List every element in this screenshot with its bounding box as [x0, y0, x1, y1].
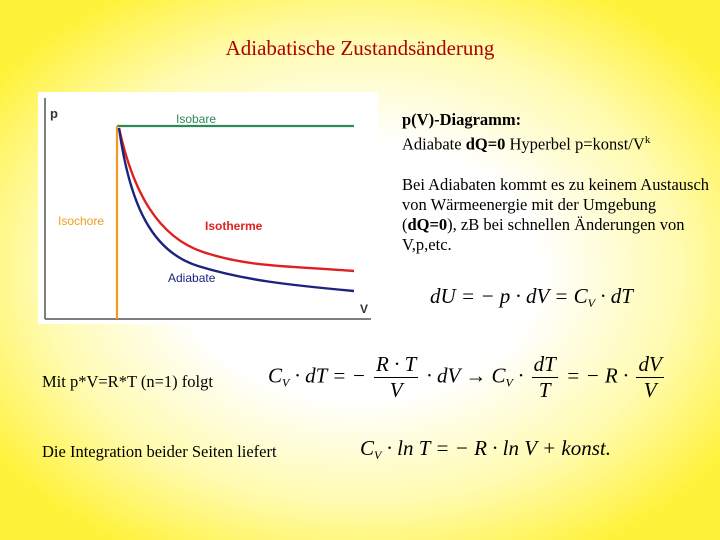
- line2-bold: dQ=0: [465, 134, 506, 154]
- f1-a: dU = − p · dV = C: [430, 284, 588, 308]
- info-paragraph: [402, 175, 714, 255]
- y-axis-label: p: [50, 106, 58, 121]
- f2-b: · dT = −: [294, 363, 366, 388]
- f2-c: · dV → C: [426, 363, 506, 388]
- f2-frac3-den: V: [636, 377, 663, 403]
- f2-frac1-num: R · T: [376, 352, 417, 376]
- info-line2: [402, 130, 714, 155]
- pv-diagram-svg: [38, 92, 378, 324]
- line2-suffix: Hyperbel p=konst/V: [509, 134, 645, 154]
- f1-b: · dT: [600, 284, 633, 308]
- f3-a: C: [360, 436, 375, 460]
- info-heading: p(V)-Diagramm:: [402, 110, 522, 129]
- f2-frac1-den: V: [374, 377, 418, 403]
- formula-integrated: [360, 436, 611, 463]
- f3-b: · ln T = − R · ln V + konst.: [386, 436, 611, 460]
- x-axis-label: V: [360, 302, 369, 316]
- f2-sub2: V: [505, 375, 513, 390]
- isotherme-label: Isotherme: [205, 219, 263, 233]
- f2-sub: V: [282, 375, 290, 390]
- f3-sub: V: [374, 448, 382, 462]
- isotherme-curve: [119, 128, 354, 271]
- isochore-label: Isochore: [58, 214, 105, 228]
- f2-frac3-num: dV: [638, 352, 662, 376]
- pv-diagram: [38, 92, 378, 324]
- paragraph-b: ), zB bei schnellen Änderungen von V,p,etc.: [402, 214, 685, 254]
- f2-a: C: [268, 363, 283, 388]
- f2-frac3: [636, 352, 663, 403]
- integration-label: Die Integration beider Seiten liefert: [42, 442, 277, 461]
- mit-label: Mit p*V=R*T (n=1) folgt: [42, 372, 213, 391]
- f2-frac2-den: T: [532, 377, 558, 403]
- formula-differential: [268, 352, 667, 403]
- f2-frac2-num: dT: [533, 352, 556, 376]
- isobare-label: Isobare: [176, 112, 217, 126]
- adiabate-curve: [119, 128, 354, 291]
- f2-frac2: [532, 352, 558, 403]
- line2-exp: k: [644, 134, 651, 146]
- f2-frac1: [374, 352, 418, 403]
- f1-sub: V: [587, 296, 595, 310]
- paragraph-bold: dQ=0: [407, 214, 448, 234]
- formula-energy: [430, 284, 633, 311]
- f2-e: = − R ·: [566, 363, 629, 388]
- info-text: [402, 110, 714, 255]
- f2-d: ·: [518, 363, 524, 388]
- adiabate-label: Adiabate: [168, 271, 216, 285]
- paragraph-a: Bei Adiabaten kommt es zu keinem Austausch von Wärmeenergie mit der Umgebung (: [402, 174, 710, 234]
- line2-prefix: Adiabate: [402, 134, 462, 154]
- slide-title: Adiabatische Zustandsänderung: [225, 36, 495, 60]
